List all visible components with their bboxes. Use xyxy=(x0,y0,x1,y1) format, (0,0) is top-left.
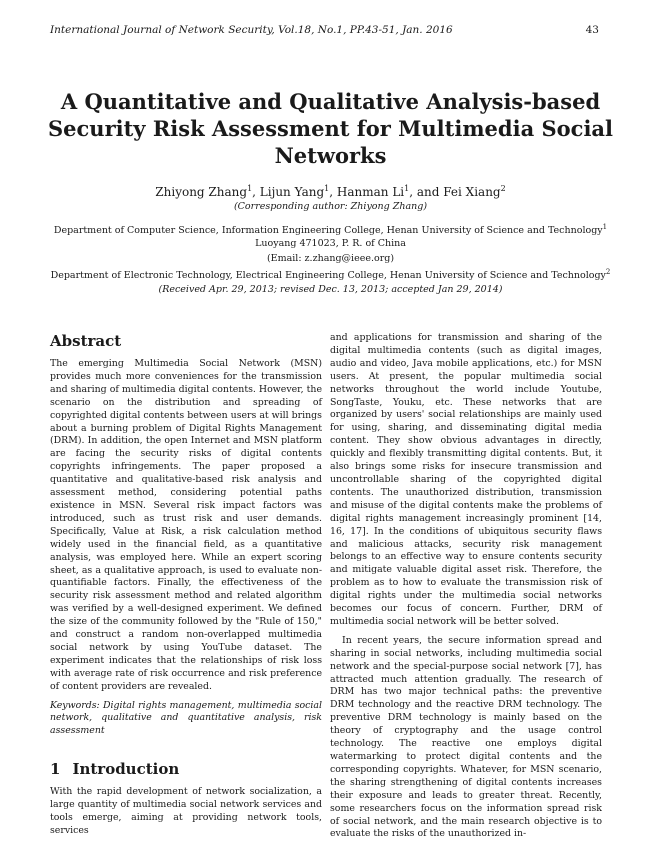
received-dates: (Received Apr. 29, 2013; revised Dec. 13, 2013; accepted Jan 29, 2014) xyxy=(158,284,503,295)
affiliation-mark: 1 xyxy=(247,184,253,193)
author-name: Lijun Yang xyxy=(259,185,325,199)
affiliation-mark: 1 xyxy=(602,223,608,231)
introduction-paragraph-2: In recent years, the secure information spread and sharing in social networks, including multimedia social network and the special-purpose social network [7], has attracted much attention gradually. The research of DRM has two major technical paths: the preventive DRM technology and the reactive DRM technology. The preventive DRM technology is mainly based on the theory of cryptography and the usage control technology. The reactive one employs digital watermarking to protect digital contents and the corresponding copyrights. Whatever, for MSN scenario, the sharing strengthening of digital contents increases their exposure and leads to greater threat. Recently, some researchers focus on the information spread risk of social network, and the main research objective is to evaluate the risks of the unauthorized in- xyxy=(330,634,602,840)
author-name: Zhiyong Zhang xyxy=(155,185,248,199)
left-column xyxy=(50,332,322,838)
affiliation-mark: 1 xyxy=(324,184,330,193)
introduction-paragraph-continued: and applications for transmission and sharing of the digital multimedia contents (such as digital images, audio and video, Java mobile applications, etc.) for MSN users. At present, the popular multimedia social networks throughout the world include Youtube, SongTaste, Youku, etc. These networks that are organized by users' social relationships are mainly used for using, sharing, and disseminating digital media content. They show obvious advantages in directly, quickly and flexibly transmitting digital contents. But, it also brings some risks for insecure transmission and uncontrollable sharing of the copyrighted digital contents. The unauthorized distribution, transmission and misuse of the digital contents make the problems of digital rights management increasingly prominent [14, 16, 17]. In the conditions of ubiquitous security flaws and malicious attacks, security risk management belongs to an effective way to ensure contents security and mitigate valuable digital asset risk. Therefore, the problem as to how to evaluate the transmission risk of digital rights under the multimedia social networks becomes our focus of concern. Further, DRM of multimedia social network will be better solved. xyxy=(330,332,602,627)
author-name: Fei Xiang xyxy=(443,185,501,199)
affiliation-2 xyxy=(0,268,661,281)
affiliation-text: Department of Electronic Technology, Electrical Engineering College, Henan University of Science and Technology xyxy=(50,270,606,282)
right-column xyxy=(330,332,602,841)
affiliation-mark: 2 xyxy=(500,184,506,193)
affiliation-mark: 2 xyxy=(605,268,611,276)
introduction-heading xyxy=(50,760,322,778)
section-number: 1 xyxy=(50,760,61,779)
author-list xyxy=(0,184,661,199)
abstract-text: The emerging Multimedia Social Network (MSN) provides much more conveniences for the transmission and sharing of multimedia digital contents. However, the scenario on the distribution and spreading of copyrighted digital contents between users at will brings about a burning problem of Digital Rights Management (DRM). In addition, the open Internet and MSN platform are facing the security risks of digital contents copyrights infringements. The paper proposed a quantitative and qualitative-based risk analysis and assessment method, considering potential paths existence in MSN. Several risk impact factors was introduced, such as trust risk and user demands. Specifically, Value at Risk, a risk calculation method widely used in the financial field, as a quantitative analysis, was employed here. While an expert scoring sheet, as a qualitative approach, is used to evaluate non-quantifiable factors. Finally, the effectiveness of the security risk assessment method and related algorithm was verified by a well-designed experiment. We defined the size of the community followed by the "Rule of 150," and construct a random non-overlapped multimedia social network by using YouTube dataset. The experiment indicates that the relationships of risk loss with average rate of risk occurrence and risk preference of content providers are revealed. xyxy=(50,358,322,692)
author-separator: , xyxy=(329,185,337,199)
author-separator: , xyxy=(252,185,260,199)
paper-title: A Quantitative and Qualitative Analysis-based Security Risk Assessment for Multimedia Social Networks xyxy=(47,89,614,168)
affiliation-1 xyxy=(0,223,661,236)
author-separator: , and xyxy=(409,185,444,199)
introduction-paragraph-start: With the rapid development of network socialization, a large quantity of multimedia social network services and tools emerge, aiming at providing network tools, services xyxy=(50,786,322,836)
affiliation-mark: 1 xyxy=(404,184,410,193)
affiliation-email: (Email: z.zhang@ieee.org) xyxy=(266,253,395,264)
abstract-heading: Abstract xyxy=(50,332,122,350)
author-name: Hanman Li xyxy=(336,185,405,199)
corresponding-author: (Corresponding author: Zhiyong Zhang) xyxy=(233,201,428,212)
section-title: Introduction xyxy=(72,760,180,779)
keywords: Keywords: Digital rights management, multimedia social network, qualitative and quantitative analysis, risk assessment xyxy=(50,699,322,737)
running-head: International Journal of Network Security, Vol.18, No.1, PP.43-51, Jan. 2016 xyxy=(50,24,453,36)
affiliation-text: Department of Computer Science, Information Engineering College, Henan University of Science and Technology xyxy=(53,225,603,237)
affiliation-address: Luoyang 471023, P. R. of China xyxy=(255,238,406,249)
page-number: 43 xyxy=(585,24,599,36)
